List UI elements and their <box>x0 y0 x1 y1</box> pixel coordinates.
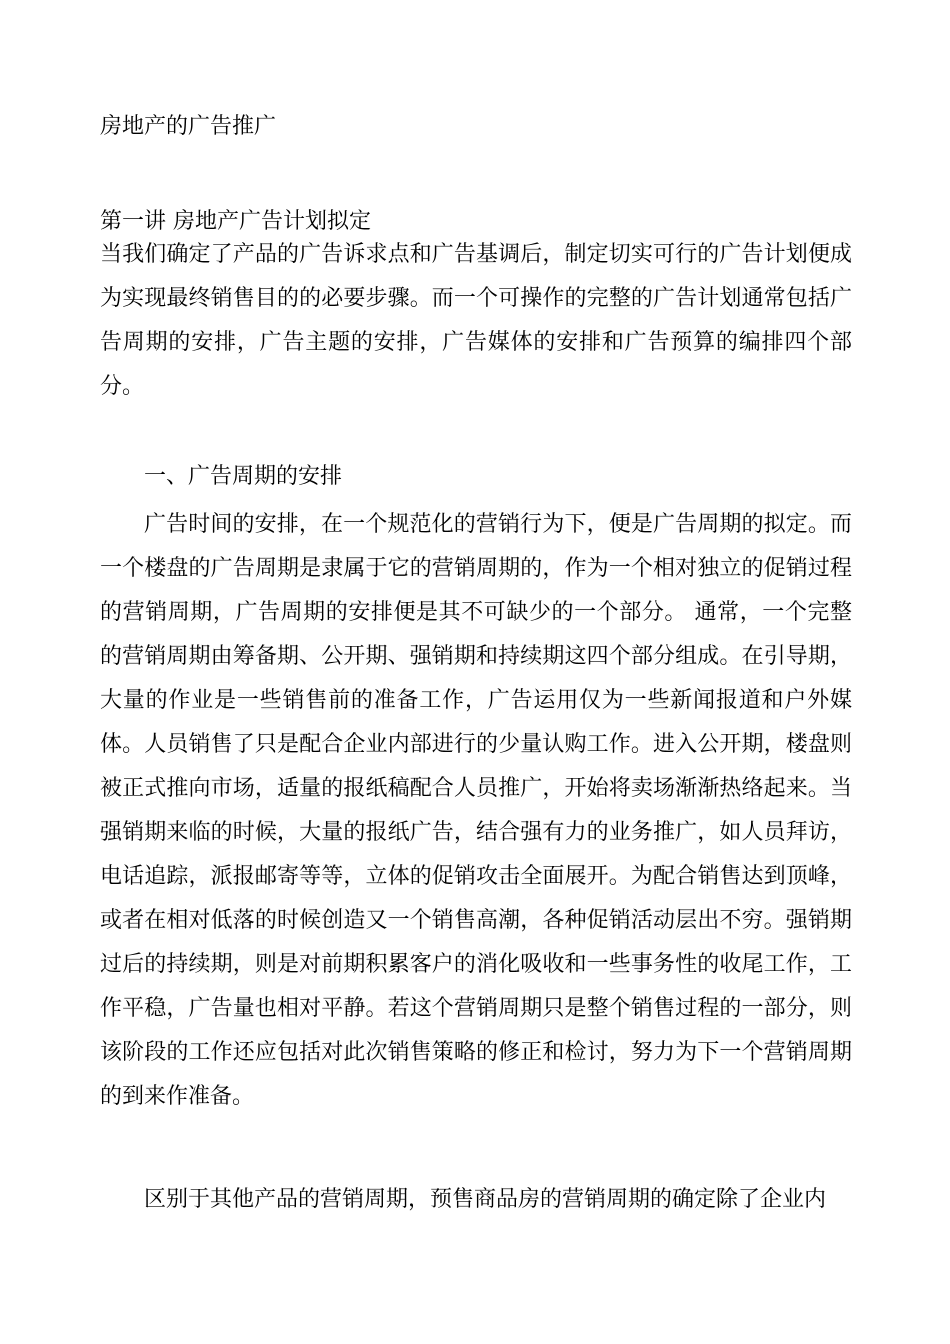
body-paragraph: 区别于其他产品的营销周期，预售商品房的营销周期的确定除了企业内 <box>144 1187 827 1212</box>
section-heading: 第一讲 房地产广告计划拟定 <box>100 209 371 234</box>
intro-paragraph: 当我们确定了产品的广告诉求点和广告基调后，制定切实可行的广告计划便成为实现最终销售目的的必要步骤。而一个可操作的完整的广告计划通常包括广告周期的安排，广告主题的安排，广告媒体的安排和广告预算的编排四个部分。 <box>100 242 852 399</box>
subheading-ad-cycle: 一、广告周期的安排 <box>144 464 343 489</box>
body-paragraph: 广告时间的安排，在一个规范化的营销行为下，便是广告周期的拟定。而一个楼盘的广告周期是隶属于它的营销周期的，作为一个相对独立的促销过程的营销周期，广告周期的安排便是其不可缺少的一个部分。 通常，一个完整的营销周期由筹备期、公开期、强销期和持续期这四个部分组成。在引导期，大量的作业是一些销售前的准备工作，广告运用仅为一些新闻报道和户外媒体。人员销售了只是配合企业内部进行的少量认购工作。进入公开期，楼盘则被正式推向市场，适量的报纸稿配合人员推广，开始将卖场渐渐热络起来。当强销期来临的时候，大量的报纸广告，结合强有力的业务推广，如人员拜访，电话追踪，派报邮寄等等，立体的促销攻击全面展开。为配合销售达到顶峰，或者在相对低落的时候创造又一个销售高潮，各种促销活动层出不穷。强销期过后的持续期，则是对前期积累客户的消化吸收和一些事务性的收尾工作，工作平稳，广告量也相对平静。若这个营销周期只是整个销售过程的一部分，则该阶段的工作还应包括对此次销售策略的修正和检讨，努力为下一个营销周期的到来作准备。 <box>100 512 852 1109</box>
document-title: 房地产的广告推广 <box>100 114 277 139</box>
